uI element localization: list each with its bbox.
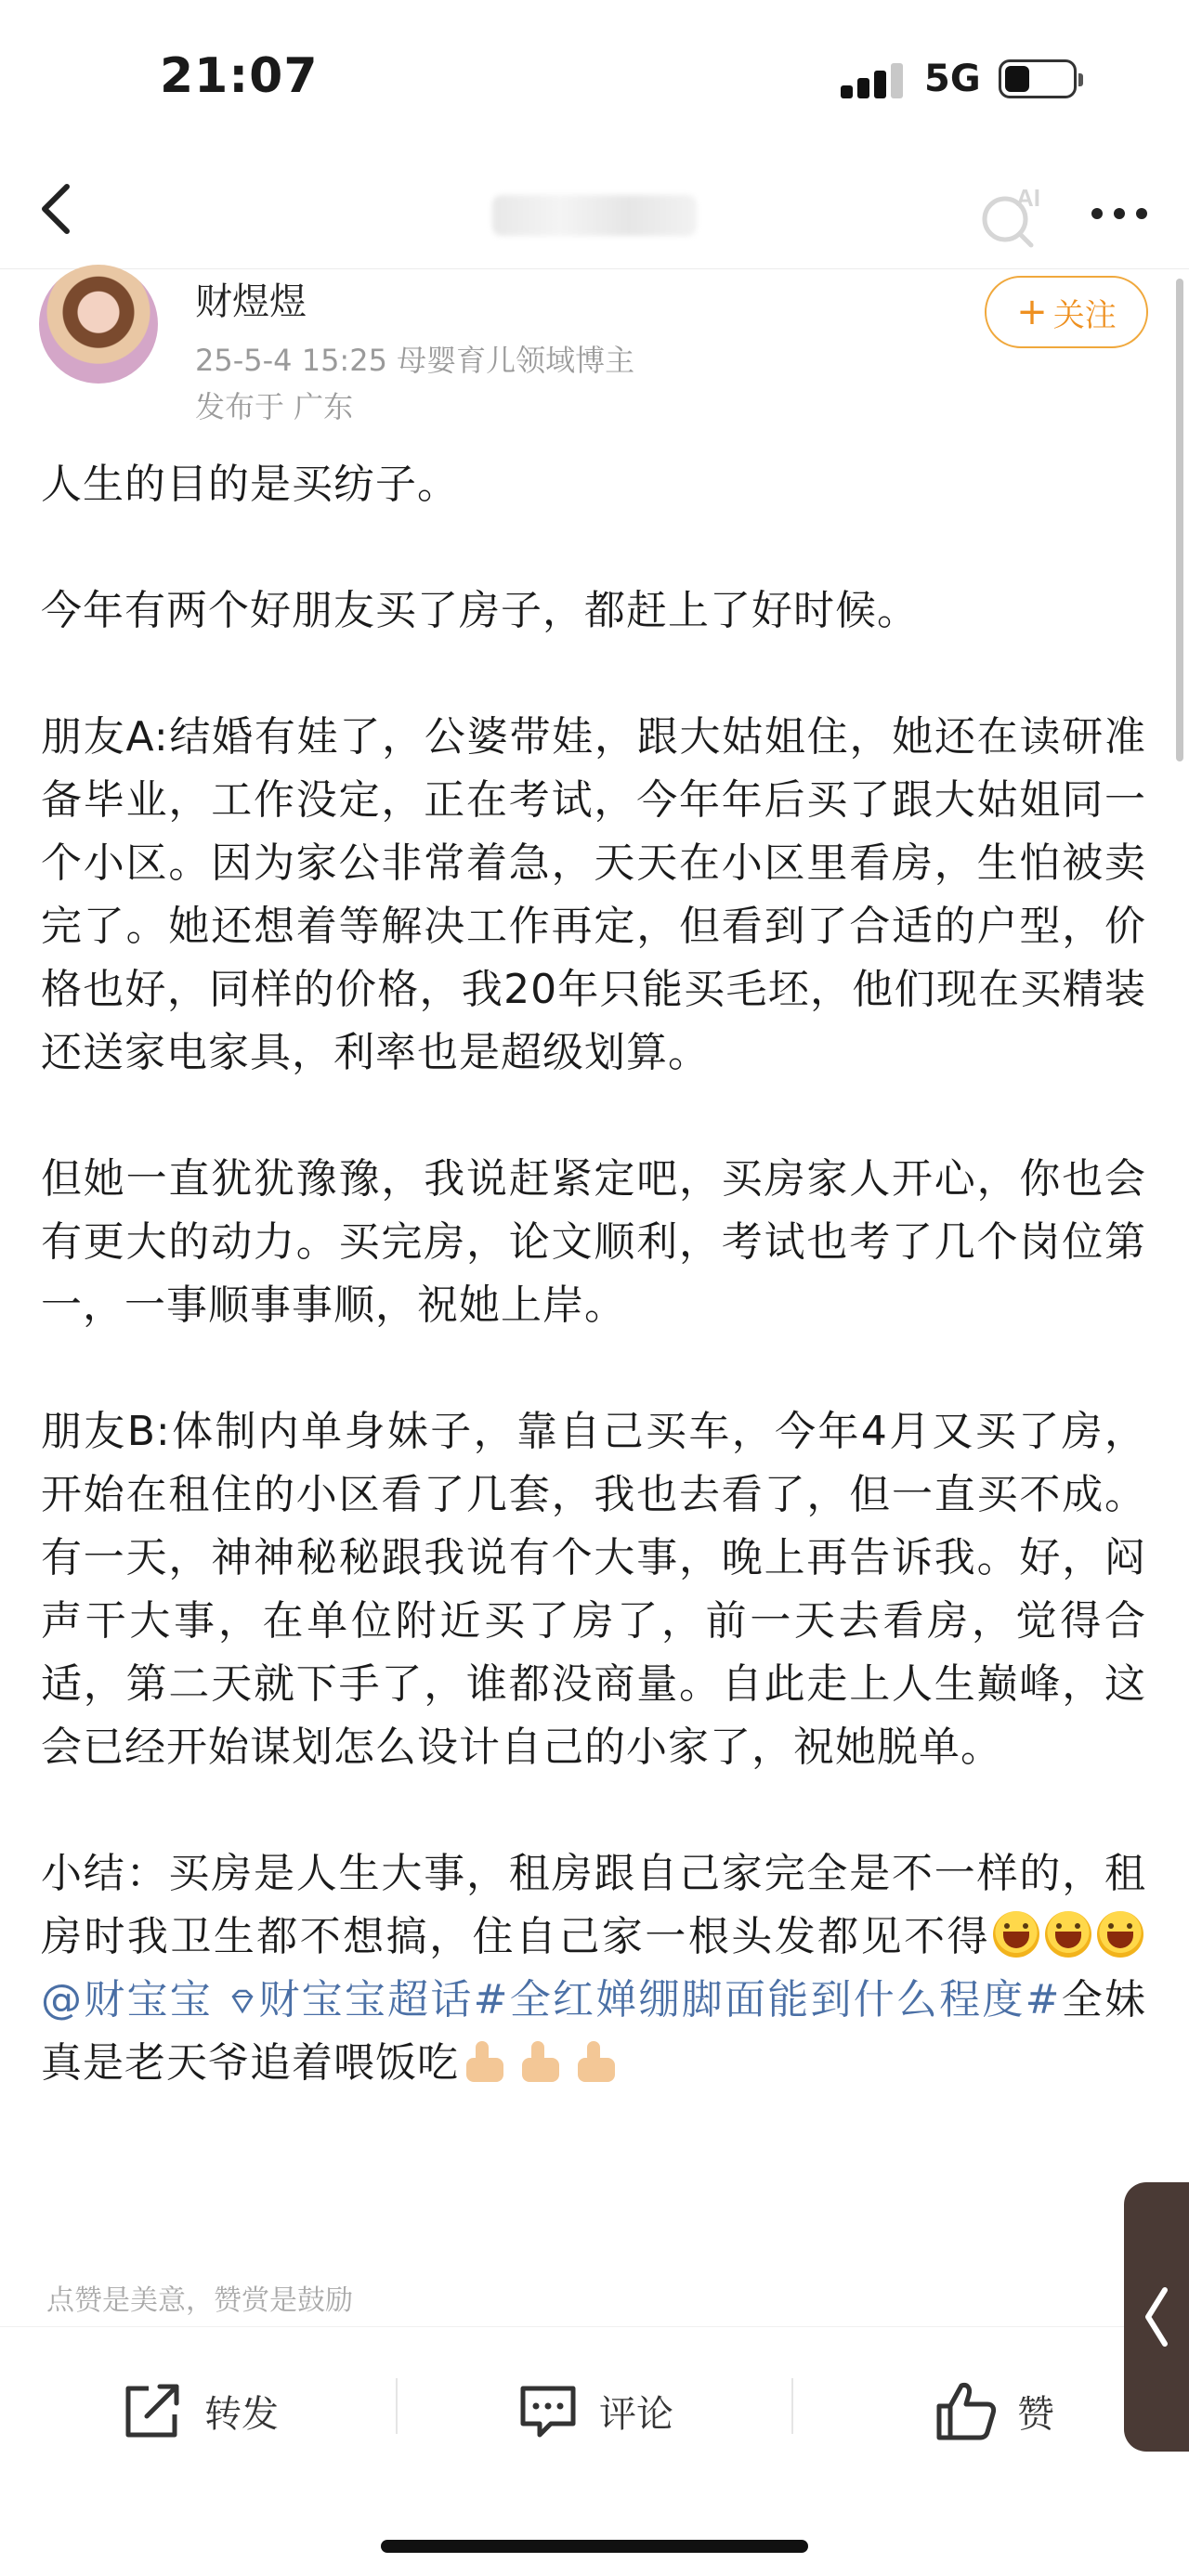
post-paragraph: 朋友B:体制内单身妹子，靠自己买车，今年4月又买了房，开始在租住的小区看了几套，我也去看了，但一直买不成。有一天，神神秘秘跟我说有个大事，晚上再告诉我。好，闷声干大事，在单位附近买了房了，前一天去看房，觉得合适，第二天就下手了，谁都没商量。自此走上人生巅峰，这会已经开始谋划怎么设计自己的小家了，祝她脱单。	[41, 1408, 1146, 1771]
post-meta: 25-5-4 15:25 母婴育儿领域博主	[195, 343, 635, 378]
divider	[396, 2378, 398, 2434]
home-indicator[interactable]	[381, 2540, 808, 2553]
super-topic-label: 财宝宝超话	[257, 1976, 474, 2023]
avatar[interactable]	[39, 265, 158, 384]
follow-label: 关注	[1052, 296, 1117, 334]
side-drawer-handle[interactable]	[1124, 2182, 1189, 2452]
diamond-icon	[228, 1987, 257, 2017]
svg-text:AI: AI	[1016, 184, 1040, 212]
post-paragraph: 人生的目的是买纺子。	[41, 461, 459, 508]
share-icon	[121, 2381, 186, 2440]
hashtag-link[interactable]: #全红婵绷脚面能到什么程度#	[473, 1976, 1061, 2023]
nav-bar	[0, 158, 1189, 269]
author-name[interactable]: 财煜煜	[195, 280, 307, 323]
post-paragraph-summary	[41, 1842, 1146, 2095]
plus-icon: +	[1016, 291, 1048, 333]
post-location: 发布于 广东	[195, 389, 354, 424]
laughing-emoji-icon	[1097, 1911, 1143, 1958]
ai-search-button[interactable]	[975, 178, 1050, 253]
author-header	[0, 265, 1189, 432]
comment-button[interactable]	[516, 2374, 673, 2448]
comment-icon	[516, 2381, 581, 2440]
post-paragraph: 今年有两个好朋友买了房子，都赶上了好时候。	[41, 587, 919, 634]
thumbs-up-emoji-icon	[463, 2037, 511, 2086]
thumbs-up-icon	[934, 2380, 999, 2441]
scrollbar[interactable]	[1176, 279, 1183, 761]
repost-label: 转发	[204, 2392, 279, 2436]
follow-button[interactable]	[985, 276, 1148, 348]
status-bar	[0, 0, 1189, 139]
battery-icon	[999, 59, 1077, 98]
more-icon	[1082, 186, 1156, 241]
post-paragraph: 但她一直犹犹豫豫，我说赶紧定吧，买房家人开心，你也会有更大的动力。买完房，论文顺利，考试也考了几个岗位第一，一事顺事事顺，祝她上岸。	[41, 1155, 1146, 1329]
divider	[791, 2378, 793, 2434]
post-paragraph: 朋友A:结婚有娃了，公婆带娃，跟大姑姐住，她还在读研准备毕业，工作没定，正在考试，今年年后买了跟大姑姐同一个小区。因为家公非常着急，天天在小区里看房，生怕被卖完了。她还想着等解决工作再定，但看到了合适的户型，价格也好，同样的价格，我20年只能买毛坯，他们现在买精装还送家电家具，利率也是超级划算。	[41, 713, 1146, 1076]
action-bar	[0, 2326, 1189, 2484]
repost-button[interactable]	[121, 2374, 279, 2448]
nav-title-blurred	[492, 195, 697, 236]
like-button[interactable]	[934, 2374, 1054, 2448]
back-icon	[28, 172, 93, 246]
super-topic-link[interactable]	[228, 1976, 473, 2023]
summary-tail: 全妹真是老天爷追着喂饭吃	[41, 1976, 1147, 2087]
reward-hint: 点赞是美意，赞赏是鼓励	[46, 2284, 353, 2317]
signal-icon	[841, 61, 906, 98]
back-button[interactable]	[28, 172, 93, 246]
mention-link[interactable]: @财宝宝	[41, 1976, 213, 2023]
comment-label: 评论	[599, 2392, 673, 2436]
laughing-emoji-icon	[1045, 1911, 1091, 1958]
more-button[interactable]	[1082, 186, 1156, 241]
thumbs-up-emoji-icon	[518, 2037, 567, 2086]
network-type: 5G	[924, 58, 981, 100]
laughing-emoji-icon	[993, 1911, 1039, 1958]
summary-text: 小结：买房是人生大事，租房跟自己家完全是不一样的，租房时我卫生都不想搞，住自己家一根头发都见不得	[41, 1850, 1146, 1960]
chevron-left-icon	[1141, 2284, 1172, 2349]
like-label: 赞	[1017, 2392, 1054, 2436]
ai-search-icon	[975, 178, 1050, 253]
post-body	[41, 453, 1146, 2095]
status-time: 21:07	[160, 48, 319, 104]
thumbs-up-emoji-icon	[574, 2037, 622, 2086]
